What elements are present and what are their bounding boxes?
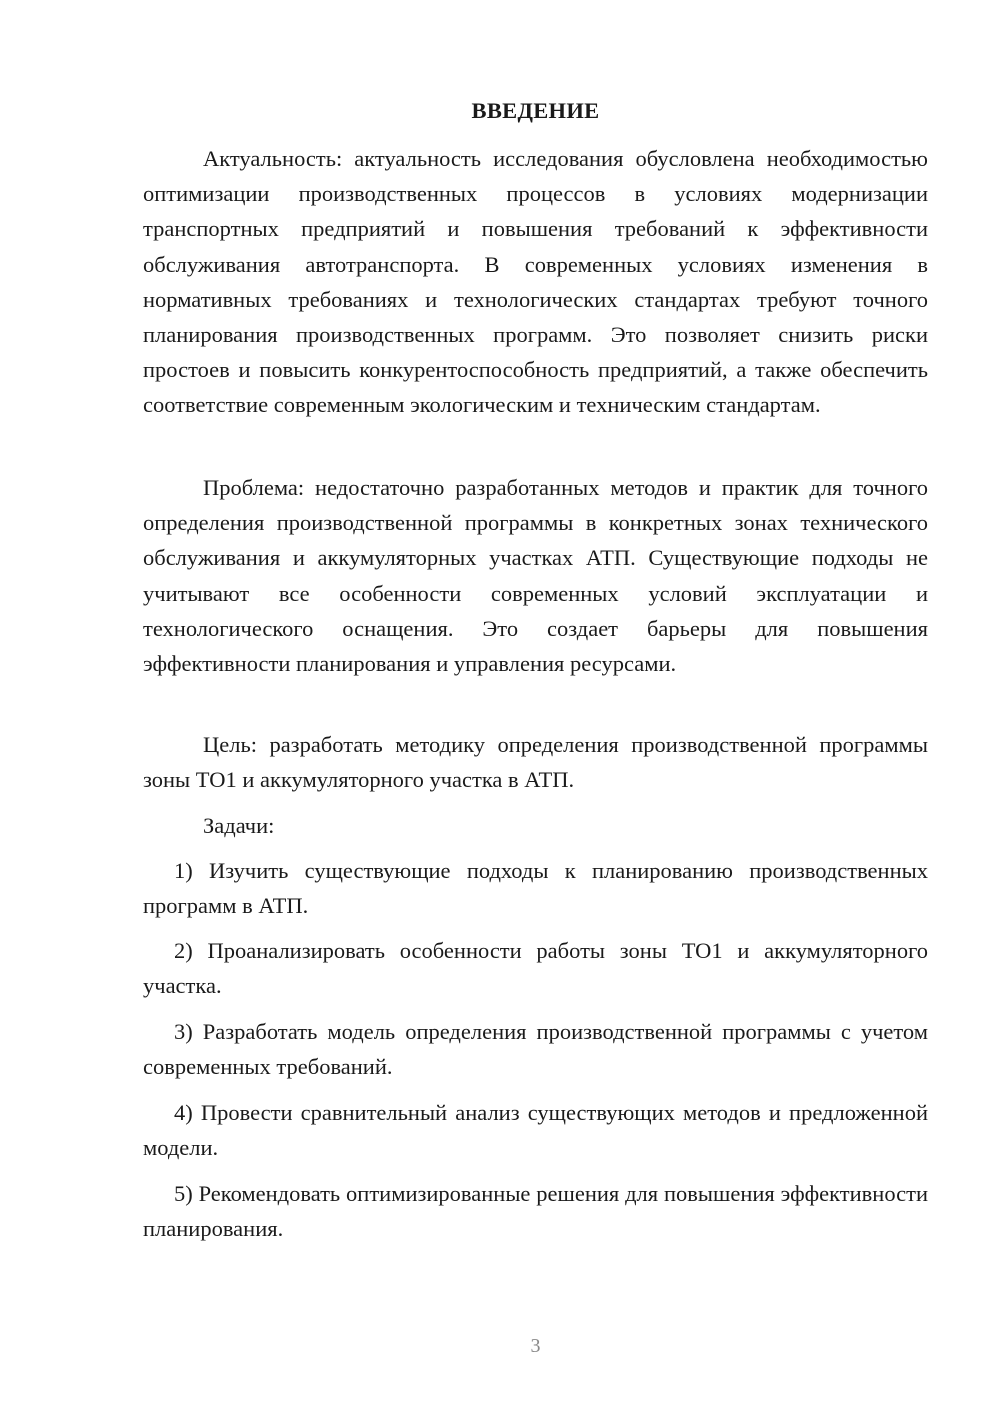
task-item: 1) Изучить существующие подходы к планированию производственных программ в АТП. (143, 858, 928, 919)
page-number: 3 (530, 1335, 541, 1357)
task-item: 3) Разработать модель определения производственной программы с учетом современных требований. (143, 1019, 928, 1080)
task-item: 2) Проанализировать особенности работы зоны ТО1 и аккумуляторного участка. (143, 938, 928, 999)
tasks-heading: Задачи: (203, 813, 275, 838)
task-item: 4) Провести сравнительный анализ существующих методов и предложенной модели. (143, 1100, 928, 1161)
paragraph-goal: Цель: разработать методику определения производственной программы зоны ТО1 и аккумуляторного участка в АТП. (143, 732, 928, 793)
section-title: ВВЕДЕНИЕ (471, 98, 600, 123)
paragraph-relevance: Актуальность: актуальность исследования обусловлена необходимостью оптимизации производственных процессов в условиях модернизации транспортных предприятий и повышения требований к эффективности обслуживания автотранспорта. В современных условиях изменения в нормативных требованиях и технологических стандартах требуют точного планирования производственных программ. Это позволяет снизить риски простоев и повысить конкурентоспособность предприятий, а также обеспечить соответствие современным экологическим и техническим стандартам. (143, 146, 928, 418)
paragraph-problem: Проблема: недостаточно разработанных методов и практик для точного определения производственной программы в конкретных зонах технического обслуживания и аккумуляторных участках АТП. Существующие подходы не учитывают все особенности современных условий эксплуатации и технологического оснащения. Это создает барьеры для повышения эффективности планирования и управления ресурсами. (143, 475, 928, 677)
document-page (143, 0, 928, 1414)
task-item: 5) Рекомендовать оптимизированные решения для повышения эффективности планирования. (143, 1181, 928, 1242)
